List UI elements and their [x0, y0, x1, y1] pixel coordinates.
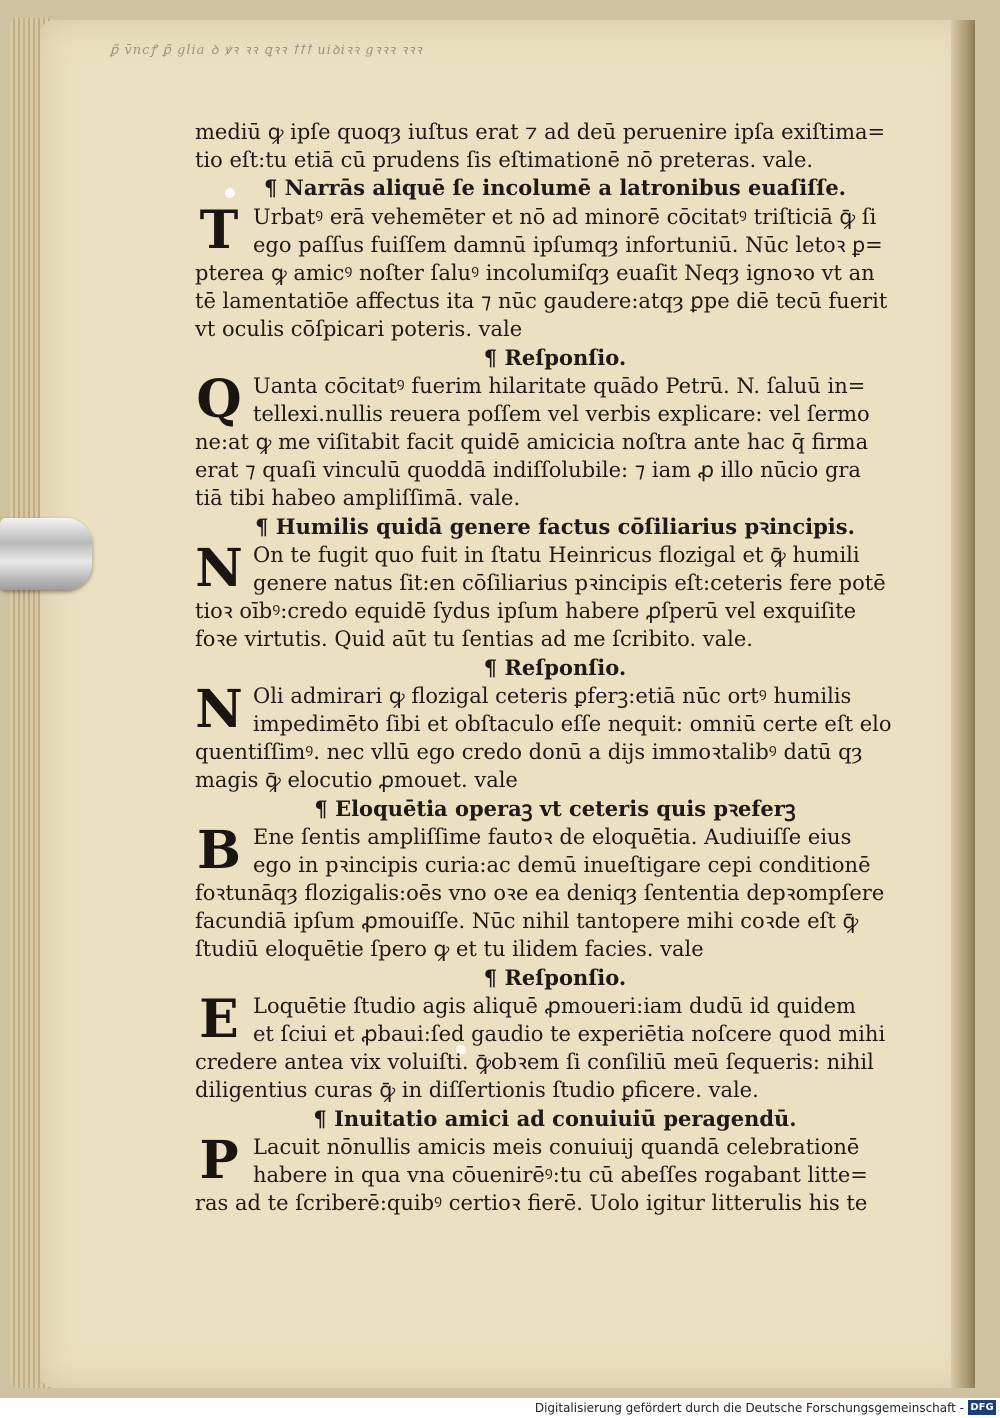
- text-line: facundiā ipſum ꝓmouiſſe. Nūc nihil tantopere mihi coꝛde eſt ꝙ̄: [195, 909, 859, 934]
- dfg-logo: DFG: [968, 1400, 996, 1415]
- text-line: tiā tibi habeo ampliſſimā. vale.: [195, 486, 521, 511]
- text-line: foꝛe virtutis. Quid aūt tu ſentias ad me ſcribito. vale.: [195, 627, 753, 652]
- letter-paragraph: [195, 199, 915, 344]
- book-gutter: [951, 20, 975, 1388]
- text-line: On te fugit quo fuit in ſtatu Heinricus flozigal et ꝙ̄ humili: [253, 542, 860, 567]
- text-line: vt oculis cōſpicari poteris. vale: [195, 317, 523, 342]
- text-line: Oli admirari ꝙ flozigal ceteris ꝑferꝫ:etiā nūc ortꝰ humilis: [253, 683, 852, 708]
- letter-paragraph: [195, 678, 915, 795]
- letter-paragraph: [195, 537, 915, 654]
- text-line: tioꝛ oībꝰ:credo equidē ſydus ipſum habere ꝓſperū vel exquiſite: [195, 599, 857, 624]
- text-line: ego in pꝛincipis curia:ac demū inueſtigare cepi conditionē: [253, 852, 871, 877]
- section-heading: ¶ Reſponſio.: [483, 344, 627, 370]
- letter-paragraph: [195, 988, 915, 1105]
- text-line: magis ꝙ̄ elocutio ꝓmouet. vale: [195, 768, 518, 793]
- section-heading: ¶ Reſponſio.: [483, 964, 627, 990]
- decorated-initial: B: [197, 819, 241, 881]
- section-heading: ¶ Narrās aliquē ſe incolumē a latronibus euaſiſſe.: [263, 175, 846, 201]
- text-line: tellexi.nullis reuera poſſem vel verbis explicare: vel ſermo: [253, 401, 870, 426]
- section-heading: ¶ Reſponſio.: [483, 654, 627, 680]
- text-line: Ene ſentis ampliſſime fautoꝛ de eloquētia. Audiuiſſe eius: [253, 824, 852, 849]
- text-line: quentiſſimꝰ. nec vllū ego credo donū a dijs immoꝛtalibꝰ datū qȝ: [195, 740, 863, 765]
- text-line: impedimēto ſibi et obſtaculo eſſe nequit: omniū certe eſt elo: [253, 711, 892, 736]
- glass-page-clamp: [0, 518, 92, 590]
- text-line: tio eſt:tu etiā cū prudens ſis eſtimationē nō preteras. vale.: [195, 148, 814, 173]
- text-line: ras ad te ſcriberē:quibꝰ certioꝛ fierē. Uolo igitur litterulis his te: [195, 1191, 868, 1216]
- text-line: tē lamentatiōe affectus ita ⁊ nūc gaudere:atqȝ ꝑpe diē tecū fuerit: [195, 289, 888, 314]
- text-line: et ſciui et ꝓbaui:ſed gaudio te experiētia noſcere quod mihi: [253, 1022, 886, 1046]
- decorated-initial: N: [195, 678, 243, 740]
- section-heading: ¶ Eloquētia operaꝫ vt ceteris quis pꝛeferꝫ: [314, 795, 796, 821]
- text-line: credere antea vix voluiſti. ꝙ̄obꝛem ſi conſiliū meū ſequeris: nihil: [195, 1050, 874, 1075]
- text-line: Uanta cōcitatꝰ fuerim hilaritate quādo Petrū. N. ſaluū in=: [253, 373, 866, 398]
- text-line: erat ⁊ quaſi vinculū quoddā indiſſolubile: ⁊ iam ꝓ illo nūcio gra: [195, 458, 861, 483]
- text-line: foꝛtunāqȝ flozigalis:oēs vno oꝛe ea deniqȝ ſententia depꝛompſere: [195, 881, 885, 906]
- text-line: ego paſſus fuiſſem damnū ipſumqȝ infortuniū. Nūc letoꝛ ꝑ=: [253, 232, 883, 257]
- section-heading: ¶ Humilis quidā genere factus cōſiliarius pꝛincipis.: [255, 513, 855, 539]
- funding-credit: Digitalisierung gefördert durch die Deutsche Forschungsgemeinschaft -: [534, 1401, 964, 1415]
- text-line: ne:at ꝙ me viſitabit facit quidē amicicia noſtra ante hac q̄ firma: [195, 430, 869, 455]
- text-line: habere in qua vna cōuenirēꝰ:tu cū abeſſes rogabant litte=: [253, 1162, 868, 1187]
- decorated-initial: P: [199, 1129, 239, 1191]
- text-line: diligentius curas ꝙ̄ in diſſertionis ſtudio ꝑficere. vale.: [195, 1078, 759, 1103]
- printed-text-block: [195, 118, 915, 1217]
- footer-bar: [0, 1398, 1000, 1418]
- text-line: Urbatꝰ erā vehemēter et nō ad minorē cōcitatꝰ triſticiā ꝙ̄ ſi: [253, 204, 877, 229]
- decorated-initial: T: [199, 199, 239, 261]
- handwritten-marginal-note: ꝑ̃ v̄ncꝭ ꝑ̃ glia ꝺ ꝟꝛ ꝛꝛ ꝗꝛꝛ ꝉꝉꝉ uiꝺiꝛꝛ gꝛꝛꝛ ꝛꝛꝛ: [110, 43, 423, 58]
- decorated-initial: Q: [196, 368, 242, 430]
- text-line: Lacuit nōnullis amicis meis conuiuij quandā celebrationē: [253, 1134, 860, 1159]
- text-line: genere natus ſit:en cōſiliarius pꝛincipis eſt:ceteris fere potē: [253, 571, 886, 595]
- text-line: Loquētie ſtudio agis aliquē ꝓmoueri:iam dudū id quidem: [253, 993, 856, 1018]
- letter-paragraph: [195, 819, 915, 964]
- letter-paragraph: [195, 1129, 915, 1218]
- text-line: pterea ꝙ amicꝰ noſter ſaluꝰ incolumiſqȝ euaſit Neqȝ ignoꝛo vt an: [195, 260, 875, 285]
- section-heading: ¶ Inuitatio amici ad conuiuiū peragendū.: [313, 1105, 797, 1131]
- decorated-initial: N: [195, 537, 243, 599]
- text-line: mediū ꝙ ipſe quoqȝ iuſtus erat ⁊ ad deū peruenire ipſa exiſtima=: [195, 120, 886, 144]
- text-line: ſtudiū eloquētie ſpero ꝙ et tu ilidem facies. vale: [195, 937, 704, 962]
- decorated-initial: E: [199, 988, 239, 1050]
- letter-paragraph: [195, 368, 915, 513]
